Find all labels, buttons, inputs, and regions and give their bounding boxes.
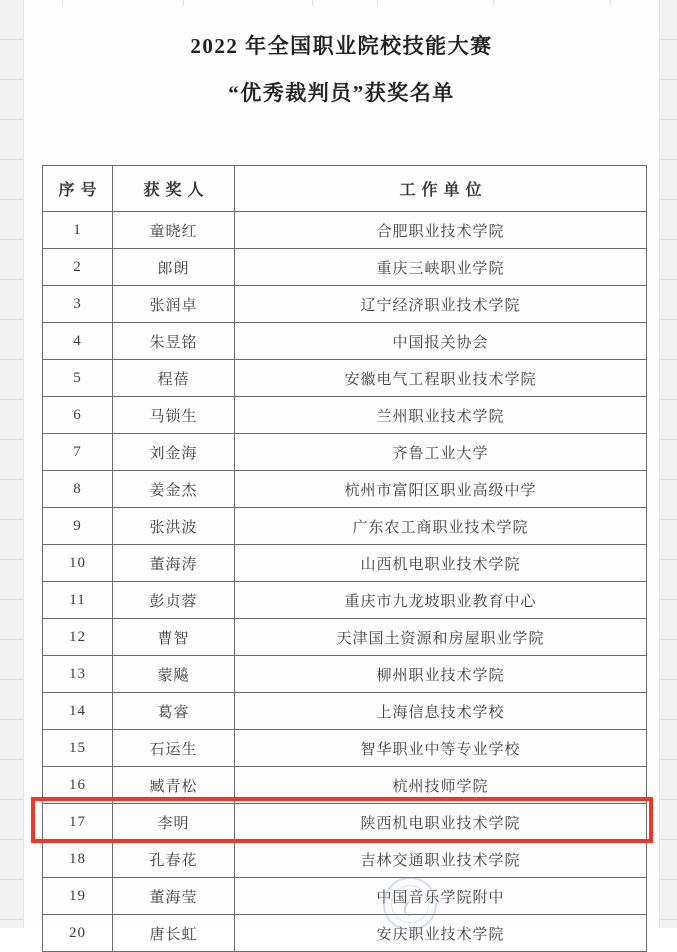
- table-row: [43, 434, 647, 471]
- grid-tick: [312, 0, 313, 6]
- table-header-row: [43, 166, 647, 212]
- cell-unit: 柳州职业技术学院: [235, 656, 647, 693]
- cell-name: 刘金海: [113, 434, 235, 471]
- cell-name: 李明: [113, 804, 235, 841]
- grid-tick: [62, 0, 63, 6]
- table-row: [43, 915, 647, 952]
- cell-no: 2: [43, 249, 113, 286]
- cell-unit: 中国报关协会: [235, 323, 647, 360]
- cell-name: 葛睿: [113, 693, 235, 730]
- grid-tick: [610, 0, 611, 6]
- cell-no: 9: [43, 508, 113, 545]
- document-title-line1: 2022 年全国职业院校技能大赛: [190, 34, 493, 58]
- table-row: [43, 656, 647, 693]
- table-row: [43, 841, 647, 878]
- cell-no: 11: [43, 582, 113, 619]
- cell-name: 马锁生: [113, 397, 235, 434]
- cell-no: 12: [43, 619, 113, 656]
- cell-name: 董海莹: [113, 878, 235, 915]
- cell-name: 张洪波: [113, 508, 235, 545]
- cell-unit: 兰州职业技术学院: [235, 397, 647, 434]
- cell-no: 7: [43, 434, 113, 471]
- table-row: [43, 508, 647, 545]
- cell-unit: 杭州技师学院: [235, 767, 647, 804]
- cell-no: 17: [43, 804, 113, 841]
- document-title-line2: “优秀裁判员”获奖名单: [228, 81, 455, 105]
- grid-tick: [183, 0, 184, 6]
- cell-no: 3: [43, 286, 113, 323]
- cell-no: 19: [43, 878, 113, 915]
- cell-no: 15: [43, 730, 113, 767]
- table-row: [43, 804, 647, 841]
- header-name: 获奖人: [113, 166, 235, 212]
- cell-name: 唐长虹: [113, 915, 235, 952]
- cell-unit: 山西机电职业技术学院: [235, 545, 647, 582]
- grid-tick: [493, 0, 494, 6]
- cell-name: 朱昱铭: [113, 323, 235, 360]
- table-row: [43, 767, 647, 804]
- cell-name: 孔春花: [113, 841, 235, 878]
- header-no: 序号: [43, 166, 113, 212]
- cell-unit: 齐鲁工业大学: [235, 434, 647, 471]
- table-row: [43, 693, 647, 730]
- spreadsheet-right-margin: [659, 0, 677, 928]
- cell-unit: 中国音乐学院附中: [235, 878, 647, 915]
- cell-unit: 智华职业中等专业学校: [235, 730, 647, 767]
- cell-name: 曹智: [113, 619, 235, 656]
- table-row: [43, 582, 647, 619]
- cell-no: 10: [43, 545, 113, 582]
- cell-no: 5: [43, 360, 113, 397]
- table-row: [43, 360, 647, 397]
- cell-unit: 安徽电气工程职业技术学院: [235, 360, 647, 397]
- cell-no: 8: [43, 471, 113, 508]
- cell-no: 4: [43, 323, 113, 360]
- cell-no: 6: [43, 397, 113, 434]
- table-row: [43, 323, 647, 360]
- cell-name: 张润卓: [113, 286, 235, 323]
- header-unit: 工作单位: [235, 166, 647, 212]
- cell-unit: 天津国土资源和房屋职业学院: [235, 619, 647, 656]
- table-row: [43, 619, 647, 656]
- cell-name: 郎朗: [113, 249, 235, 286]
- table-row: [43, 878, 647, 915]
- cell-unit: 陕西机电职业技术学院: [235, 804, 647, 841]
- cell-name: 姜金杰: [113, 471, 235, 508]
- cell-unit: 广东农工商职业技术学院: [235, 508, 647, 545]
- cell-no: 13: [43, 656, 113, 693]
- cell-unit: 辽宁经济职业技术学院: [235, 286, 647, 323]
- cell-name: 彭贞蓉: [113, 582, 235, 619]
- table-row: [43, 286, 647, 323]
- cell-no: 16: [43, 767, 113, 804]
- cell-name: 蒙飚: [113, 656, 235, 693]
- cell-no: 1: [43, 212, 113, 249]
- cell-unit: 吉林交通职业技术学院: [235, 841, 647, 878]
- grid-tick: [377, 0, 378, 6]
- award-table: [42, 165, 647, 952]
- cell-name: 臧青松: [113, 767, 235, 804]
- cell-unit: 上海信息技术学校: [235, 693, 647, 730]
- cell-no: 14: [43, 693, 113, 730]
- cell-unit: 杭州市富阳区职业高级中学: [235, 471, 647, 508]
- cell-unit: 安庆职业技术学院: [235, 915, 647, 952]
- table-row: [43, 397, 647, 434]
- table-body: [43, 212, 647, 952]
- table-row: [43, 471, 647, 508]
- cell-name: 程蓓: [113, 360, 235, 397]
- cell-name: 石运生: [113, 730, 235, 767]
- table-row: [43, 545, 647, 582]
- cell-name: 童晓红: [113, 212, 235, 249]
- cell-unit: 重庆三峡职业学院: [235, 249, 647, 286]
- cell-unit: 重庆市九龙坡职业教育中心: [235, 582, 647, 619]
- cell-unit: 合肥职业技术学院: [235, 212, 647, 249]
- spreadsheet-left-margin: [0, 0, 24, 928]
- cell-no: 18: [43, 841, 113, 878]
- table-row: [43, 212, 647, 249]
- table-row: [43, 249, 647, 286]
- table-row: [43, 730, 647, 767]
- cell-no: 20: [43, 915, 113, 952]
- cell-name: 董海涛: [113, 545, 235, 582]
